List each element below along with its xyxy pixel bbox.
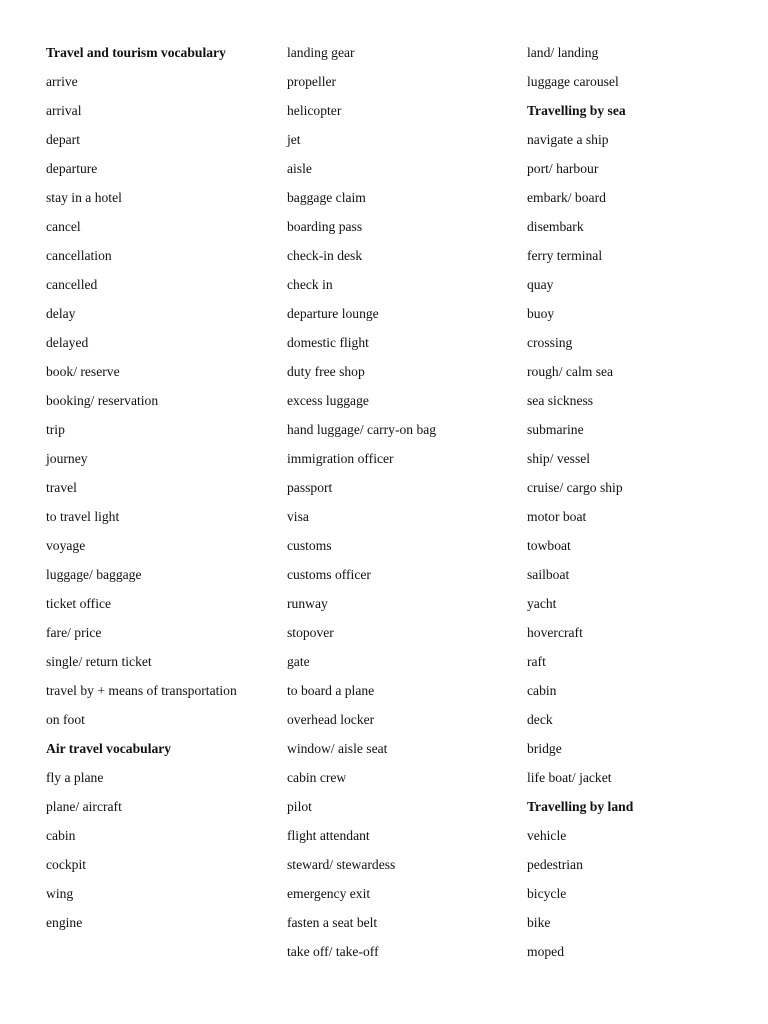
vocabulary-column-2: [287, 43, 502, 971]
vocabulary-term: cruise/ cargo ship: [527, 480, 623, 495]
vocabulary-term: moped: [527, 944, 564, 959]
section-heading: Travelling by land: [527, 799, 634, 814]
vocabulary-term: to travel light: [46, 509, 120, 524]
vocabulary-term: fare/ price: [46, 625, 102, 640]
vocabulary-term: window/ aisle seat: [287, 741, 388, 756]
vocabulary-term: journey: [46, 451, 88, 466]
vocabulary-term: runway: [287, 596, 328, 611]
vocabulary-term: domestic flight: [287, 335, 369, 350]
vocabulary-column-1: [46, 43, 246, 942]
vocabulary-term: ship/ vessel: [527, 451, 591, 466]
vocabulary-term: delayed: [46, 335, 89, 350]
vocabulary-term: stay in a hotel: [46, 190, 122, 205]
vocabulary-term: towboat: [527, 538, 571, 553]
vocabulary-term: steward/ stewardess: [287, 857, 396, 872]
vocabulary-term: baggage claim: [287, 190, 366, 205]
vocabulary-term: yacht: [527, 596, 557, 611]
vocabulary-term: aisle: [287, 161, 312, 176]
vocabulary-term: bridge: [527, 741, 562, 756]
vocabulary-term: luggage/ baggage: [46, 567, 142, 582]
vocabulary-term: deck: [527, 712, 553, 727]
vocabulary-term: rough/ calm sea: [527, 364, 614, 379]
vocabulary-term: excess luggage: [287, 393, 369, 408]
vocabulary-term: travel: [46, 480, 77, 495]
vocabulary-term: bike: [527, 915, 551, 930]
vocabulary-term: single/ return ticket: [46, 654, 152, 669]
vocabulary-term: emergency exit: [287, 886, 371, 901]
vocabulary-term: gate: [287, 654, 310, 669]
vocabulary-term: check in: [287, 277, 333, 292]
vocabulary-term: cabin crew: [287, 770, 347, 785]
vocabulary-term: visa: [287, 509, 309, 524]
vocabulary-term: hovercraft: [527, 625, 583, 640]
section-heading: Travelling by sea: [527, 103, 626, 118]
vocabulary-term: take off/ take-off: [287, 944, 379, 959]
vocabulary-term: land/ landing: [527, 45, 599, 60]
vocabulary-term: crossing: [527, 335, 573, 350]
vocabulary-term: boarding pass: [287, 219, 363, 234]
vocabulary-term: departure: [46, 161, 98, 176]
vocabulary-term: customs: [287, 538, 332, 553]
vocabulary-term: cabin: [46, 828, 76, 843]
vocabulary-term: delay: [46, 306, 76, 321]
vocabulary-term: fly a plane: [46, 770, 104, 785]
vocabulary-term: stopover: [287, 625, 334, 640]
vocabulary-term: flight attendant: [287, 828, 370, 843]
vocabulary-term: cancelled: [46, 277, 98, 292]
section-heading: Air travel vocabulary: [46, 741, 172, 756]
vocabulary-term: sea sickness: [527, 393, 594, 408]
vocabulary-term: cockpit: [46, 857, 87, 872]
vocabulary-term: pilot: [287, 799, 312, 814]
vocabulary-term: passport: [287, 480, 333, 495]
vocabulary-term: life boat/ jacket: [527, 770, 612, 785]
vocabulary-term: port/ harbour: [527, 161, 599, 176]
vocabulary-term: to board a plane: [287, 683, 375, 698]
vocabulary-term: check-in desk: [287, 248, 363, 263]
vocabulary-term: engine: [46, 915, 83, 930]
vocabulary-term: depart: [46, 132, 80, 147]
vocabulary-term: luggage carousel: [527, 74, 619, 89]
vocabulary-term: helicopter: [287, 103, 342, 118]
vocabulary-term: on foot: [46, 712, 85, 727]
vocabulary-term: fasten a seat belt: [287, 915, 378, 930]
vocabulary-term: disembark: [527, 219, 584, 234]
vocabulary-term: book/ reserve: [46, 364, 120, 379]
vocabulary-term: departure lounge: [287, 306, 379, 321]
vocabulary-term: overhead locker: [287, 712, 375, 727]
section-heading: Travel and tourism vocabulary: [46, 45, 226, 60]
vocabulary-term: propeller: [287, 74, 337, 89]
vocabulary-term: ticket office: [46, 596, 112, 611]
vocabulary-term: embark/ board: [527, 190, 606, 205]
vocabulary-term: arrival: [46, 103, 82, 118]
vocabulary-term: travel by + means of transportation: [46, 683, 237, 698]
vocabulary-term: jet: [287, 132, 301, 147]
vocabulary-term: immigration officer: [287, 451, 394, 466]
vocabulary-term: duty free shop: [287, 364, 365, 379]
vocabulary-column-3: [527, 43, 747, 971]
vocabulary-term: voyage: [46, 538, 86, 553]
vocabulary-term: buoy: [527, 306, 555, 321]
vocabulary-term: hand luggage/ carry-on bag: [287, 422, 437, 437]
vocabulary-term: vehicle: [527, 828, 567, 843]
vocabulary-term: wing: [46, 886, 74, 901]
vocabulary-term: booking/ reservation: [46, 393, 159, 408]
vocabulary-term: cabin: [527, 683, 557, 698]
vocabulary-term: submarine: [527, 422, 584, 437]
vocabulary-term: ferry terminal: [527, 248, 603, 263]
vocabulary-term: cancellation: [46, 248, 112, 263]
vocabulary-term: landing gear: [287, 45, 355, 60]
vocabulary-term: cancel: [46, 219, 81, 234]
vocabulary-term: bicycle: [527, 886, 567, 901]
vocabulary-term: quay: [527, 277, 554, 292]
vocabulary-term: pedestrian: [527, 857, 583, 872]
vocabulary-term: motor boat: [527, 509, 587, 524]
vocabulary-term: arrive: [46, 74, 78, 89]
vocabulary-term: trip: [46, 422, 65, 437]
vocabulary-term: customs officer: [287, 567, 371, 582]
vocabulary-term: raft: [527, 654, 546, 669]
vocabulary-term: sailboat: [527, 567, 570, 582]
vocabulary-term: plane/ aircraft: [46, 799, 122, 814]
vocabulary-term: navigate a ship: [527, 132, 609, 147]
